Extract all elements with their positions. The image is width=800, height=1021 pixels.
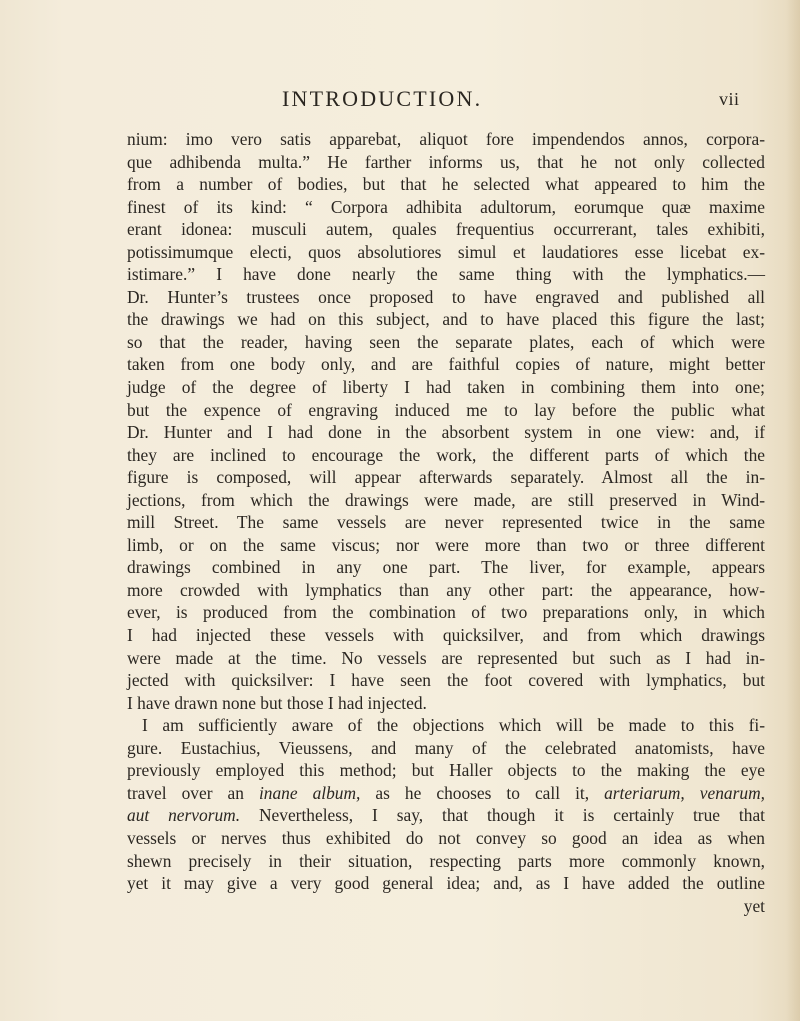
text-line: more crowded with lymphatics than any other part: the appearance, how- <box>127 579 765 600</box>
paragraph-1 <box>127 128 765 714</box>
page-header <box>0 86 800 116</box>
body-text <box>127 128 765 917</box>
text-line: nium: imo vero satis apparebat, aliquot fore impendendos annos, corpora- <box>127 129 765 149</box>
text-line: mill Street. The same vessels are never represented twice in the same <box>127 512 765 533</box>
text-line: que adhibenda multa.” He farther informs us, that he not only collected <box>127 151 765 172</box>
text-run: Nevertheless, I say, that though it is certainly true that <box>240 805 765 826</box>
text-run: travel over an <box>127 782 259 803</box>
text-line: taken from one body only, and are faithful copies of nature, might better <box>127 354 765 375</box>
text-line: previously employed this method; but Haller objects to the making the eye <box>127 760 765 781</box>
text-line: from a number of bodies, but that he selected what appeared to him the <box>127 174 765 195</box>
text-line: shewn precisely in their situation, respecting parts more commonly known, <box>127 850 765 871</box>
text-line: yet it may give a very good general idea; and, as I have added the outline <box>127 873 765 894</box>
catchword: yet <box>743 895 765 916</box>
text-line: Dr. Hunter’s trustees once proposed to have engraved and published all <box>127 286 765 307</box>
text-line: erant idonea: musculi autem, quales frequentius occurrerant, tales exhibiti, <box>127 219 765 240</box>
text-line: limb, or on the same viscus; nor were more than two or three different <box>127 534 765 555</box>
text-line: were made at the time. No vessels are represented but such as I had in- <box>127 647 765 668</box>
text-line: but the expence of engraving induced me to lay before the public what <box>127 399 765 420</box>
page-number: vii <box>719 89 740 109</box>
text-line: I had injected these vessels with quicksilver, and from which drawings <box>127 625 765 646</box>
text-line: istimare.” I have done nearly the same thing with the lymphatics.— <box>127 264 765 285</box>
text-line: gure. Eustachius, Vieussens, and many of the celebrated anatomists, have <box>127 737 765 758</box>
paragraph-2 <box>127 714 765 894</box>
text-line: potissimumque electi, quos absolutiores simul et laudatiores esse licebat ex- <box>127 241 765 262</box>
text-line: ever, is produced from the combination of two preparations only, in which <box>127 602 765 623</box>
text-line: I am sufficiently aware of the objections which will be made to this fi- <box>142 715 765 736</box>
italic-phrase: arteriarum, venarum, <box>604 782 765 803</box>
text-line: they are inclined to encourage the work, the different parts of which the <box>127 444 765 465</box>
text-line <box>127 804 765 827</box>
text-run: as he chooses to call it, <box>360 782 605 803</box>
text-line: so that the reader, having seen the separate plates, each of which were <box>127 331 765 352</box>
text-line: I have drawn none but those I had injected. <box>127 692 427 713</box>
text-line: Dr. Hunter and I had done in the absorbent system in one view: and, if <box>127 422 765 443</box>
running-head: INTRODUCTION. <box>282 86 483 111</box>
text-line: vessels or nerves thus exhibited do not convey so good an idea as when <box>127 827 765 848</box>
text-line: jected with quicksilver: I have seen the foot covered with lymphatics, but <box>127 670 765 691</box>
text-line: finest of its kind: “ Corpora adhibita adultorum, eorumque quæ maxime <box>127 196 765 217</box>
page-edge-shadow <box>786 0 800 1021</box>
text-line: judge of the degree of liberty I had taken in combining them into one; <box>127 377 765 398</box>
text-line: the drawings we had on this subject, and to have placed this figure the last; <box>127 309 765 330</box>
text-line <box>127 782 765 805</box>
text-line: drawings combined in any one part. The liver, for example, appears <box>127 557 765 578</box>
text-line: jections, from which the drawings were made, are still preserved in Wind- <box>127 489 765 510</box>
italic-phrase: inane album, <box>258 782 361 803</box>
text-line: figure is composed, will appear afterwards separately. Almost all the in- <box>127 467 765 488</box>
italic-phrase: aut nervorum. <box>127 805 241 826</box>
